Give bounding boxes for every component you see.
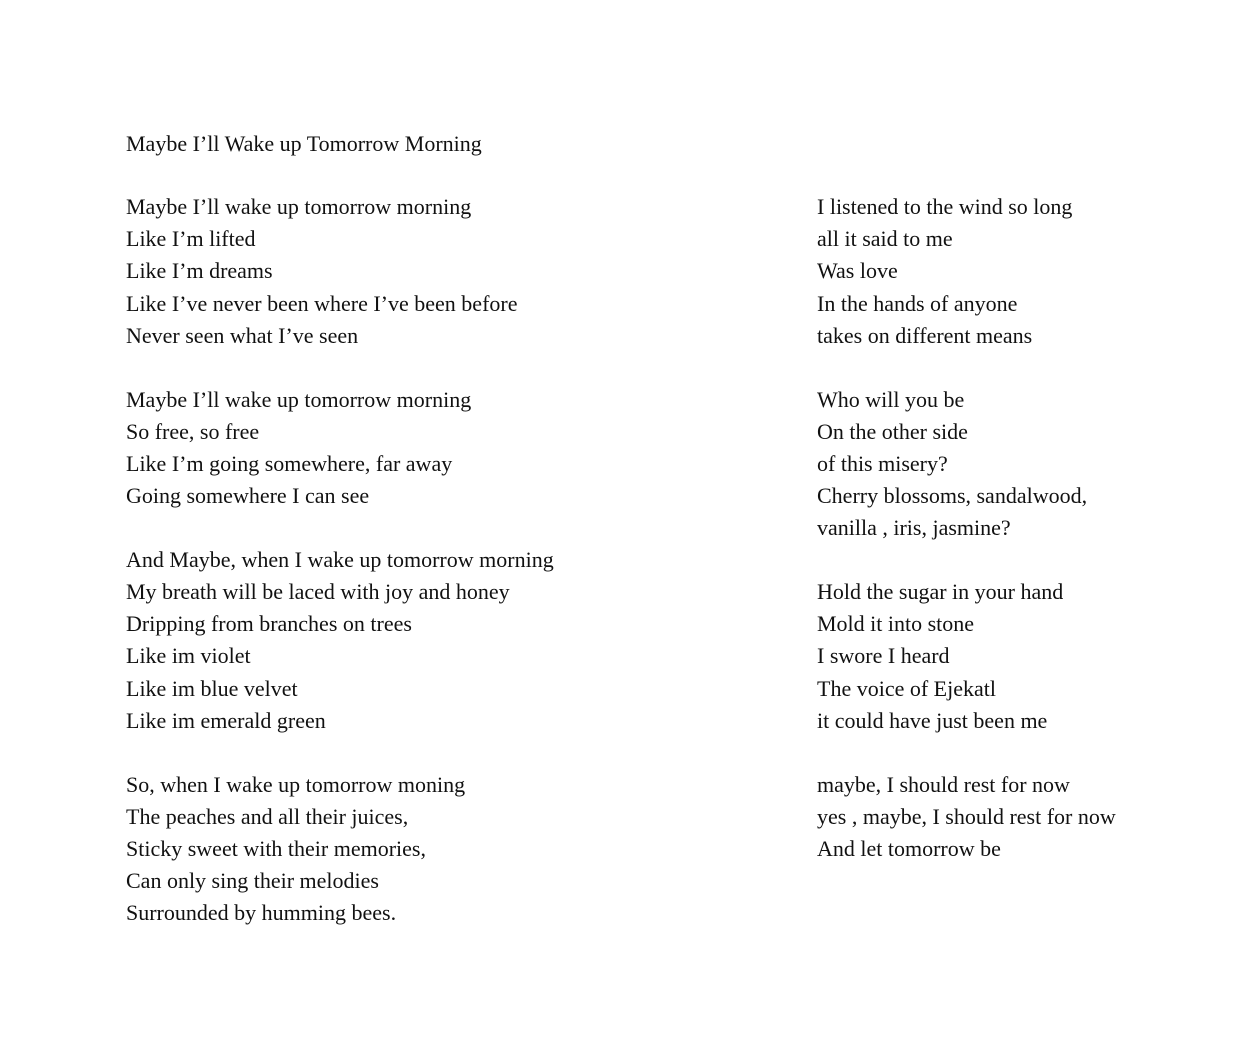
poem-line: Like im violet bbox=[126, 643, 251, 669]
poem-line: Dripping from branches on trees bbox=[126, 611, 412, 637]
poem-line: On the other side bbox=[817, 418, 968, 444]
poem-line: The peaches and all their juices, bbox=[126, 803, 409, 829]
poem-line: I swore I heard bbox=[817, 643, 950, 669]
stanza bbox=[817, 191, 1116, 352]
poem-line: So, when I wake up tomorrow moning bbox=[126, 771, 466, 797]
poem-line: Who will you be bbox=[817, 386, 965, 412]
poem-line: Like I’m lifted bbox=[126, 226, 256, 252]
poem-title: Maybe I’ll Wake up Tomorrow Morning bbox=[126, 131, 482, 156]
poem-line: Sticky sweet with their memories, bbox=[126, 835, 426, 861]
poem-line: Never seen what I’ve seen bbox=[126, 322, 359, 348]
poem-line: Like I’m dreams bbox=[126, 258, 273, 284]
poem-line: vanilla , iris, jasmine? bbox=[817, 515, 1011, 541]
stanza bbox=[817, 769, 1116, 866]
poem-line: Maybe I’ll wake up tomorrow morning bbox=[126, 386, 472, 412]
poem-line: Mold it into stone bbox=[817, 611, 975, 637]
poem-line: yes , maybe, I should rest for now bbox=[817, 803, 1116, 829]
poem-line: Like im emerald green bbox=[126, 707, 326, 733]
poem-line: Cherry blossoms, sandalwood, bbox=[817, 483, 1088, 509]
stanza bbox=[126, 769, 554, 930]
poem-line: maybe, I should rest for now bbox=[817, 771, 1070, 797]
poem-line: Like I’m going somewhere, far away bbox=[126, 450, 453, 476]
poem-line: Like I’ve never been where I’ve been before bbox=[126, 290, 518, 316]
poem-line: I listened to the wind so long bbox=[817, 194, 1073, 219]
poem-line: Like im blue velvet bbox=[126, 675, 298, 701]
stanza bbox=[126, 191, 554, 352]
left-column bbox=[126, 191, 554, 961]
stanza bbox=[126, 544, 554, 737]
poem-line: all it said to me bbox=[817, 226, 953, 252]
right-column bbox=[817, 191, 1116, 897]
stanza bbox=[126, 384, 554, 513]
poem-line: In the hands of anyone bbox=[817, 290, 1018, 316]
poem-line: And let tomorrow be bbox=[817, 835, 1001, 861]
stanza bbox=[817, 576, 1116, 737]
poem-line: it could have just been me bbox=[817, 707, 1048, 733]
stanza bbox=[817, 384, 1116, 545]
poem-line: And Maybe, when I wake up tomorrow morning bbox=[126, 546, 554, 572]
poem-line: The voice of Ejekatl bbox=[817, 675, 996, 701]
poem-line: My breath will be laced with joy and honey bbox=[126, 579, 510, 605]
poem-line: Hold the sugar in your hand bbox=[817, 579, 1064, 605]
poem-line: Going somewhere I can see bbox=[126, 483, 370, 509]
poem-line: Was love bbox=[817, 258, 898, 284]
poem-line: Can only sing their melodies bbox=[126, 868, 379, 894]
poem-line: So free, so free bbox=[126, 418, 260, 444]
poem-line: Maybe I’ll wake up tomorrow morning bbox=[126, 194, 472, 219]
poem-line: of this misery? bbox=[817, 450, 948, 476]
poem-line: takes on different means bbox=[817, 322, 1033, 348]
poem-line: Surrounded by humming bees. bbox=[126, 900, 397, 926]
